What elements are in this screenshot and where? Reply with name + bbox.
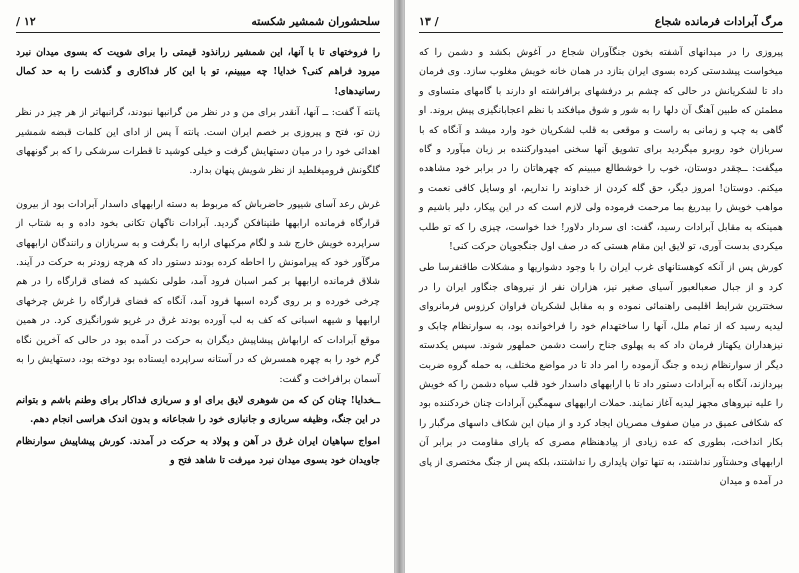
- left-page-number: ۱۲ /: [16, 15, 36, 28]
- paragraph: ــخدایا! چنان کن که من شوهری لایق برای او و سربازی فداکار برای وطنم باشم و بتوانم در این جنگ، وظیفه سربازی و جانبازی خود را شجاعانه و بدون اندک هراسی انجام دهم.: [16, 394, 380, 426]
- right-page-number: / ۱۳: [419, 15, 439, 28]
- left-page: [0, 0, 395, 573]
- left-page-title: سلحشوران شمشیر شکسته: [251, 15, 380, 28]
- paragraph: غرش رعد آسای شیپور حاضرباش که مربوط به دسته ارابههای داسدار آبرادات بود از بیرون قرارگاه فرمانده ارابهها طنینافکن گردید. آبرادات ناگهان تکانی بخود داده و به شتاب از سراپرده خویش خارج شد و لگام مرکبهای ارابه را بگرفت و به سربازان و رانندگان ارابههای مرگآور خود که پیرامونش را احاطه کرده بودند دستور داد که هرچه زودتر به حرکت در آیند. شلاق فرمانده ارابهها بر کمر اسبان فرود آمد، طولی نکشید که فضای قرارگاه را در هم چرخی خورده و بر روی گرده اسبها فرود آمد، آنگاه که فضای قرارگاه را غرش چرخهای ارابهها و شیهه اسبانی که کف به لب آورده بودند غرق در غریو شورانگیزی کرد. در همین موقع آبرادات که ارابهاش پیشاپیش دیگران به حرکت در آمده بود در حالی که آخرین نگاه گرم خود را به چهره همسرش که در آستانه سراپرده ایستاده بود دوخته بود، دستهایش را به آسمان برافراخت و گفت:: [16, 198, 380, 385]
- right-page-title: مرگ آبرادات فرمانده شجاع: [654, 15, 783, 28]
- book-gutter: [395, 0, 404, 573]
- paragraph: امواج سپاهیان ایران غرق در آهن و پولاد به حرکت در آمدند. کورش پیشاپیش سوارنظام جاویدان خود بسوی میدان نبرد میرفت تا شاهد فتح و: [16, 435, 380, 467]
- right-page: [404, 0, 799, 573]
- paragraph: پیروزی را در میدانهای آشفته بخون جنگآوران شجاع در آغوش بکشد و دشمن را که میخواست پیشدستی کرده بسوی ایران بتازد در همان خانه خویش مغلوب سازد. وی فرمان داد تا لشکریانش در حالی که چشم بر درفشهای برافراشته او دارند با گامهای متساوی و مطمئن که طبین آهنگ آن دلها را به شور و شوق میافکند با نظم اعجابانگیزی پیش بروند. او گاهی به چپ و زمانی به راست و موقعی به قلب لشکریان خود وارد میشد و آنگاه که با سربازان خود روبرو میگردید برای تشویق آنها سخنی امیدوارکننده بر زبان میآورد و گاه میگفت: ــچقدر دوستان، خوب را خوشطالع میبینم که چهرهاتان را در برابر خود مشاهده میکنم. دوستان! امروز دیگر، حق گله کردن از خداوند را نداریم، او وسایل کافی نعمت و مواهب خویش را بیدریغ بما مرحمت فرموده ولی لازم است که در این پیکار، دلیر باشیم و همینکه به مقابل آبرادات رسید، گفت: ای سردار دلاور! خدا خواست، چیزی را که تو طلب میکردی بدست آوری، تو لایق این مقام هستی که در صف اول جنگجویان حرکت کنی!: [419, 47, 783, 253]
- paragraph: کورش پس از آنکه کوهستانهای غرب ایران را با وجود دشواریها و مشکلات طاقتفرسا طی کرد و از جبال صعبالعبور آسیای صغیر نیز، هزاران نفر از نیروهای جنگاور ایران را در سختترین شرایط اقلیمی راهنمائی نموده و به مقابل لشکریان فراوان کرزوس فرمانروای لیدیه رسید که از تمام ملل، آنها را ساختهدام خود را فراخوانده بود، به سوارنظام چابک و نیزهداران یکهتاز فرمان داد که به پهلوی جناح راست دشمن حملهور شوند. سپس یکدسته دیگر از سوارنظام زبده و جنگ آزموده را امر داد تا در مواضع مختلف، به حمله گروه ضربت بپردازند، آنگاه به آبرادات دستور داد تا با ارابههای داسدار خود قلب سپاه دشمن را که خویش را علیه نیروهای مجهز لیدیه آغاز نمایند. حملات ارابههای سهمگین آبرادات چنان خردکننده بود که شکافی عمیق در میان صفوف مصریان ایجاد کرد و از میان این شکاف داسهای مرگبار را بکار انداخت، بطوری که عده زیادی از پیادهنظام مصری که یارای مقاومت در برابر آن ارابههای وحشتآور نداشتند، به تنها توان پایداری را نداشتند، بلکه پس از جنگ مختصری از پای در آمده و میدان: [419, 262, 783, 487]
- right-page-header: [419, 14, 783, 33]
- left-page-header: [16, 14, 380, 33]
- paragraph: را فروختهای تا با آنها، این شمشیر زرانذود قیمتی را برای شویت که بسوی میدان نبرد میرود فراهم کنی؟ خدایا! چه میبینم، تو با این کار فداکاری و گذشت را به حد کمال رسانیدهای!: [16, 47, 380, 97]
- paragraph: پانته آ گفت: ــ آنها، آنقدر برای من و در نظر من گرانبها نبودند، گرانبهاتر از هر چیز در نظر زن تو، فتح و پیروزی بر خصم ایران است. پانته آ پس از ادای این کلمات قبضه شمشیر اهدائی خود را در میان دستهایش گرفت و خیلی کوشید تا قطرات سرشکی را که بر گونههای گلگونش فرومیغلطید از نظر شویش پنهان بدارد.: [16, 107, 380, 177]
